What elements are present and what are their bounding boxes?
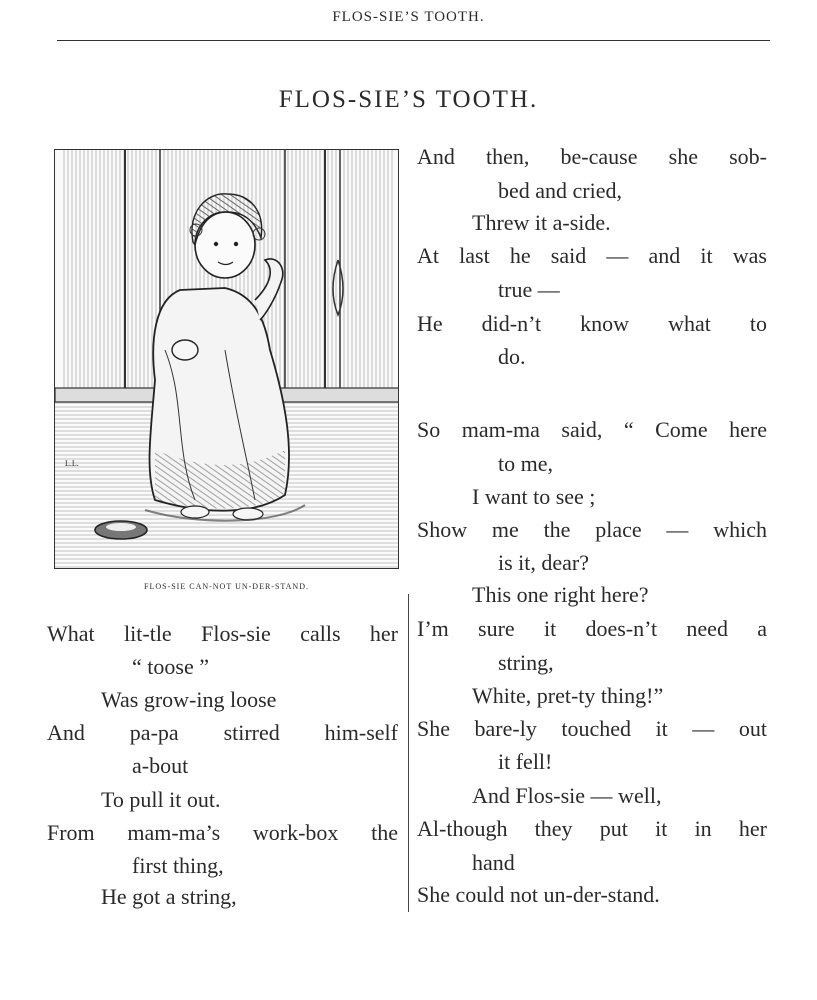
poem-line: He did-n’t know what to — [417, 311, 767, 336]
illustration-engraving — [54, 149, 399, 569]
poem-line: bed and cried, — [498, 178, 622, 203]
poem-line: “ toose ” — [132, 654, 209, 679]
poem-line: And pa-pa stirred him-self — [47, 720, 398, 745]
poem-line: From mam-ma’s work-box the — [47, 820, 398, 845]
poem-line: Was grow-ing loose — [101, 687, 277, 712]
poem-line: To pull it out. — [101, 787, 221, 812]
poem-line: it fell! — [498, 749, 553, 774]
poem-line: a-bout — [132, 753, 189, 778]
poem-line: I’m sure it does-n’t need a — [417, 616, 767, 641]
poem-line: This one right here? — [472, 582, 649, 607]
header-rule — [57, 40, 770, 41]
poem-line: hand — [472, 850, 515, 875]
poem-line: She bare-ly touched it — out — [417, 716, 767, 741]
poem-line: Show me the place — which — [417, 517, 767, 542]
poem-line: is it, dear? — [498, 550, 590, 575]
column-rule — [408, 594, 409, 912]
poem-line: What lit-tle Flos-sie calls her — [47, 621, 398, 646]
illustrator-signature: L.L. — [65, 459, 79, 468]
poem-line: string, — [498, 650, 554, 675]
poem-line: She could not un-der-stand. — [417, 882, 660, 907]
running-head: FLOS-SIE’S TOOTH. — [332, 9, 485, 25]
poem-line: I want to see ; — [472, 484, 596, 509]
page-title: FLOS-SIE’S TOOTH. — [278, 86, 539, 113]
poem-line: At last he said — and it was — [417, 243, 767, 268]
poem-line: White, pret-ty thing!” — [472, 683, 664, 708]
poem-line: So mam-ma said, “ Come here — [417, 417, 767, 442]
engraving-drawing — [55, 150, 399, 569]
poem-line: true — — [498, 277, 560, 302]
poem-line: He got a string, — [101, 884, 237, 909]
poem-line: And then, be-cause she sob- — [417, 144, 767, 169]
poem-line: to me, — [498, 451, 553, 476]
poem-line: And Flos-sie — well, — [472, 783, 662, 808]
poem-line: Threw it a-side. — [472, 210, 611, 235]
poem-line: do. — [498, 344, 526, 369]
illustration-caption: FLOS-SIE CAN-NOT UN-DER-STAND. — [144, 582, 309, 591]
poem-line: first thing, — [132, 853, 224, 878]
poem-line: Al-though they put it in her — [417, 816, 767, 841]
